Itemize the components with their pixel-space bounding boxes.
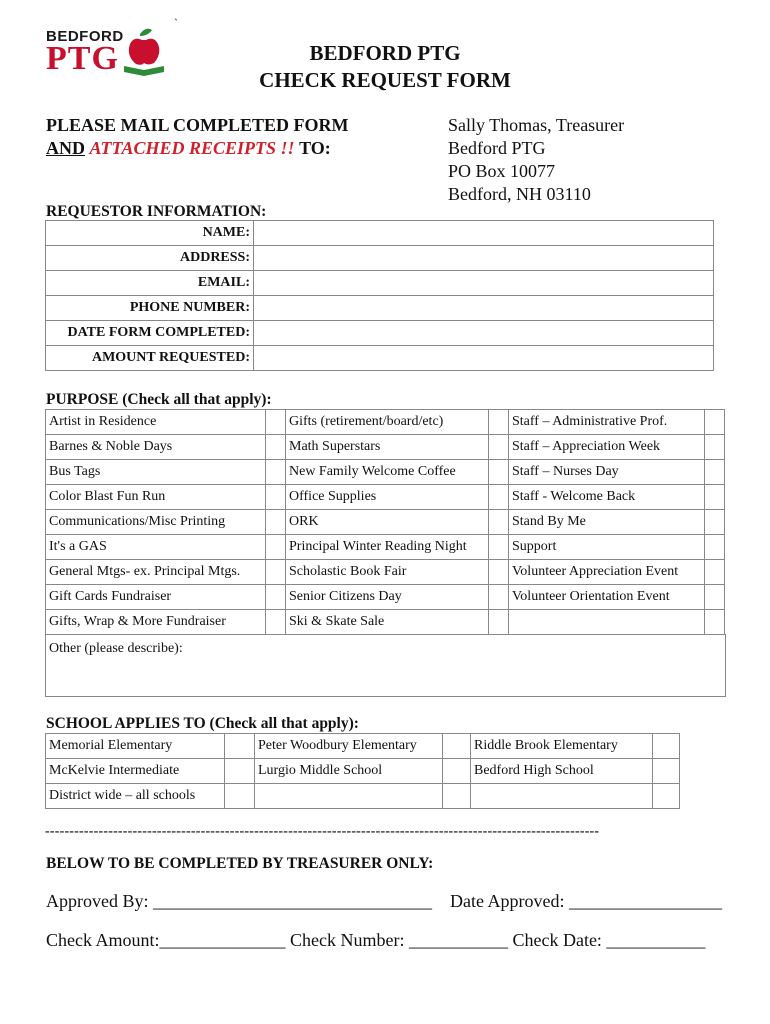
purpose-option-label: Volunteer Orientation Event [509, 585, 705, 610]
purpose-option-label: Gift Cards Fundraiser [46, 585, 266, 610]
attached-receipts-text: ATTACHED RECEIPTS !! [89, 138, 295, 158]
name-field[interactable] [254, 221, 714, 246]
purpose-table [45, 409, 725, 635]
purpose-row [46, 460, 725, 485]
purpose-row [46, 510, 725, 535]
school-row [46, 734, 680, 759]
purpose-row [46, 435, 725, 460]
checkbox[interactable] [705, 510, 725, 535]
logo-bedford-text: BEDFORD [46, 28, 124, 45]
purpose-option-label: Scholastic Book Fair [286, 560, 489, 585]
purpose-row [46, 585, 725, 610]
mail-instructions [46, 114, 349, 160]
address-line: PO Box 10077 [448, 161, 556, 181]
checkbox[interactable] [652, 734, 679, 759]
school-table [45, 733, 680, 809]
name-label: NAME: [46, 221, 254, 246]
purpose-option-label: Barnes & Noble Days [46, 435, 266, 460]
checkbox[interactable] [489, 485, 509, 510]
checkbox[interactable] [224, 784, 254, 809]
checkbox[interactable] [489, 560, 509, 585]
address-line: Bedford PTG [448, 138, 546, 158]
checkbox[interactable] [224, 734, 254, 759]
checkbox[interactable] [442, 734, 470, 759]
school-row [46, 784, 680, 809]
address-line: Bedford, NH 03110 [448, 184, 591, 204]
school-option-label: Peter Woodbury Elementary [254, 734, 442, 759]
checkbox[interactable] [266, 535, 286, 560]
purpose-option-label: Gifts (retirement/board/etc) [286, 410, 489, 435]
email-label: EMAIL: [46, 271, 254, 296]
purpose-option-label: Ski & Skate Sale [286, 610, 489, 635]
treasurer-heading: BELOW TO BE COMPLETED BY TREASURER ONLY: [46, 855, 434, 872]
purpose-option-label: Stand By Me [509, 510, 705, 535]
purpose-option-label: General Mtgs- ex. Principal Mtgs. [46, 560, 266, 585]
checkbox[interactable] [266, 485, 286, 510]
checkbox[interactable] [489, 510, 509, 535]
checkbox[interactable] [489, 610, 509, 635]
checkbox[interactable] [489, 585, 509, 610]
checkbox[interactable] [489, 535, 509, 560]
checkbox[interactable] [705, 610, 725, 635]
treasurer-address [448, 114, 624, 206]
checkbox[interactable] [442, 784, 470, 809]
checkbox[interactable] [705, 485, 725, 510]
checkbox[interactable] [224, 759, 254, 784]
purpose-option-label: Gifts, Wrap & More Fundraiser [46, 610, 266, 635]
logo-ptg-text: PTG [46, 40, 119, 77]
phone-label: PHONE NUMBER: [46, 296, 254, 321]
check-amount-field[interactable]: Check Amount:______________ [46, 930, 286, 950]
phone-field[interactable] [254, 296, 714, 321]
purpose-option-label: Support [509, 535, 705, 560]
purpose-row [46, 560, 725, 585]
purpose-option-label: It's a GAS [46, 535, 266, 560]
purpose-option-label: Volunteer Appreciation Event [509, 560, 705, 585]
school-option-label: Bedford High School [470, 759, 652, 784]
school-row [46, 759, 680, 784]
school-heading: SCHOOL APPLIES TO (Check all that apply): [46, 715, 359, 732]
other-label: Other (please describe): [49, 641, 183, 656]
checkbox[interactable] [266, 585, 286, 610]
school-option-label: Riddle Brook Elementary [470, 734, 652, 759]
checkbox[interactable] [705, 535, 725, 560]
mail-line-1: PLEASE MAIL COMPLETED FORM [46, 115, 349, 135]
purpose-option-label: Staff – Administrative Prof. [509, 410, 705, 435]
school-option-label: Memorial Elementary [46, 734, 225, 759]
school-option-label: McKelvie Intermediate [46, 759, 225, 784]
mail-line-2 [46, 137, 349, 160]
school-option-label: District wide – all schools [46, 784, 225, 809]
title-line-1: BEDFORD PTG [309, 41, 461, 65]
date-approved-field[interactable]: Date Approved: _________________ [450, 891, 722, 911]
checkbox[interactable] [266, 560, 286, 585]
checkbox[interactable] [266, 435, 286, 460]
purpose-option-label: Principal Winter Reading Night [286, 535, 489, 560]
purpose-option-label: Office Supplies [286, 485, 489, 510]
address-line: Sally Thomas, Treasurer [448, 115, 625, 135]
school-option-label [254, 784, 442, 809]
requestor-heading: REQUESTOR INFORMATION: [46, 203, 267, 220]
checkbox[interactable] [266, 410, 286, 435]
date-completed-field[interactable] [254, 321, 714, 346]
purpose-option-label: Staff – Nurses Day [509, 460, 705, 485]
checkbox[interactable] [705, 410, 725, 435]
checkbox[interactable] [705, 435, 725, 460]
purpose-option-label: Senior Citizens Day [286, 585, 489, 610]
form-title [0, 40, 770, 94]
purpose-row [46, 485, 725, 510]
checkbox[interactable] [705, 560, 725, 585]
checkbox[interactable] [266, 460, 286, 485]
check-date-field[interactable]: Check Date: ___________ [512, 930, 706, 950]
purpose-option-label: Color Blast Fun Run [46, 485, 266, 510]
and-text: AND [46, 138, 85, 158]
amount-requested-label: AMOUNT REQUESTED: [46, 346, 254, 371]
purpose-row [46, 535, 725, 560]
purpose-heading: PURPOSE (Check all that apply): [46, 391, 272, 408]
checkbox[interactable] [652, 759, 679, 784]
purpose-row [46, 610, 725, 635]
checkbox[interactable] [705, 585, 725, 610]
purpose-option-label: Staff - Welcome Back [509, 485, 705, 510]
divider-dashes: ------------------------------------------------------------------------------------------------------------------ [45, 824, 600, 839]
purpose-option-label [509, 610, 705, 635]
purpose-option-label: New Family Welcome Coffee [286, 460, 489, 485]
address-label: ADDRESS: [46, 246, 254, 271]
checkbox[interactable] [489, 460, 509, 485]
title-line-2: CHECK REQUEST FORM [259, 68, 511, 92]
purpose-option-label: Math Superstars [286, 435, 489, 460]
checkbox[interactable] [266, 510, 286, 535]
purpose-option-label: ORK [286, 510, 489, 535]
checkbox[interactable] [489, 410, 509, 435]
requestor-table [45, 220, 714, 371]
checkbox[interactable] [266, 610, 286, 635]
check-number-field[interactable]: Check Number: ___________ [290, 930, 508, 950]
amount-requested-field[interactable] [254, 346, 714, 371]
purpose-option-label: Artist in Residence [46, 410, 266, 435]
purpose-option-label: Staff – Appreciation Week [509, 435, 705, 460]
to-text: TO: [299, 138, 331, 158]
purpose-option-label: Bus Tags [46, 460, 266, 485]
purpose-option-label: Communications/Misc Printing [46, 510, 266, 535]
checkbox[interactable] [489, 435, 509, 460]
purpose-row [46, 410, 725, 435]
school-option-label: Lurgio Middle School [254, 759, 442, 784]
checkbox[interactable] [652, 784, 679, 809]
address-field[interactable] [254, 246, 714, 271]
email-field[interactable] [254, 271, 714, 296]
checkbox[interactable] [705, 460, 725, 485]
school-option-label [470, 784, 652, 809]
date-completed-label: DATE FORM COMPLETED: [46, 321, 254, 346]
checkbox[interactable] [442, 759, 470, 784]
other-describe-field[interactable] [45, 634, 726, 697]
check-line [46, 930, 705, 951]
logo-mark: ` [174, 16, 178, 30]
approval-line [46, 891, 722, 912]
approved-by-field[interactable]: Approved By: _______________________________ [46, 891, 432, 911]
